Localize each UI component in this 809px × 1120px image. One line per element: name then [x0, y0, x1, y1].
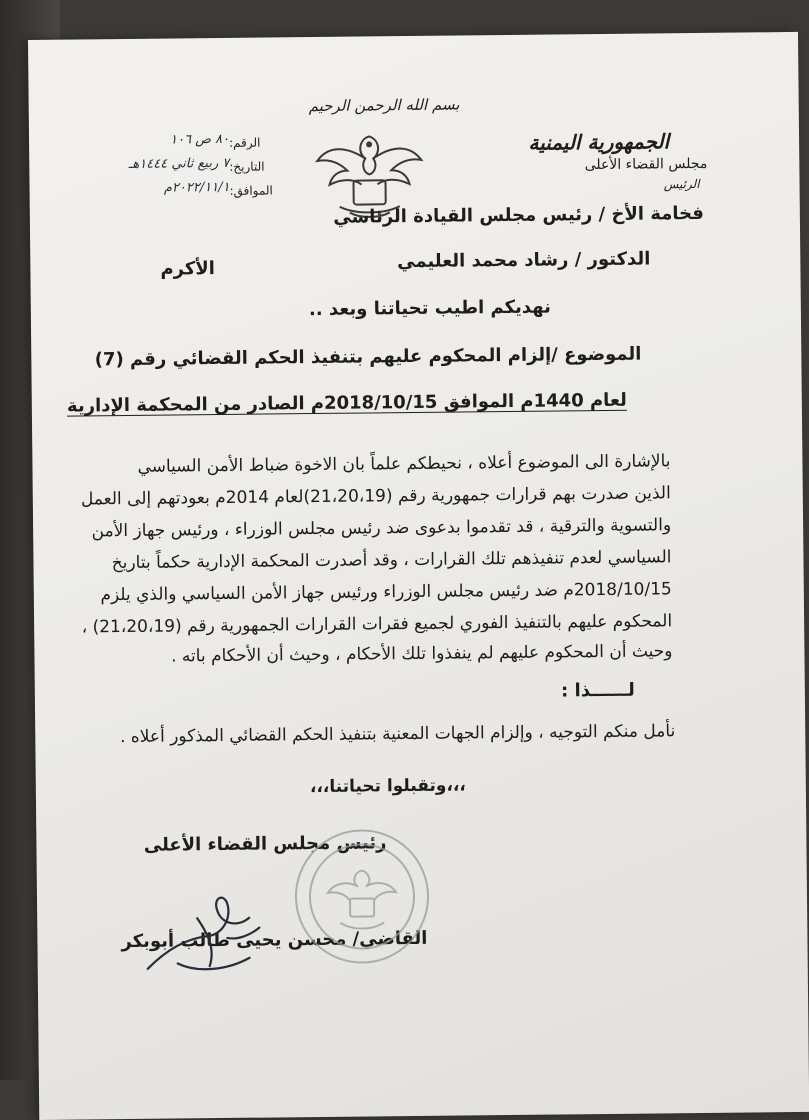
council-name: مجلس القضاء الأعلى [584, 155, 708, 174]
recipient-honorific: الأكرم [160, 258, 215, 280]
council-round-stamp-icon [291, 826, 432, 967]
body-line: وحيث أن المحكوم عليهم لم ينفذوا تلك الأحكام ، وحيث أن الأحكام باته . [170, 641, 673, 667]
date-value: ٧ ربيع ثاني ١٤٤٤هـ [128, 155, 230, 172]
greeting: نهديكم اطيب تحياتنا وبعد .. [308, 296, 551, 321]
request-text: نأمل منكم التوجيه ، وإلزام الجهات المعنية بتنفيذ الحكم القضائي المذكور أعلاه . [119, 721, 676, 748]
ref-value: ٨٠ ص ١٠٦ [170, 131, 230, 148]
ref-label: الرقم: [229, 135, 261, 150]
subject-line-2: لعام 1440م الموافق 2018/10/15م الصادر من المحكمة الإدارية [66, 389, 627, 417]
corr-date-label: الموافق: [229, 183, 273, 198]
subject-line-1: الموضوع /إلزام المحكوم عليهم بتنفيذ الحكم القضائي رقم (7) [94, 343, 642, 371]
body-line: الذين صدرت بهم قرارات جمهورية رقم (21،20،19)لعام 2014م بعودتهم إلى العمل [80, 483, 671, 510]
date-label: التاريخ: [229, 159, 265, 174]
recipient-name: الدكتور / رشاد محمد العليمي [397, 248, 651, 273]
therefore-label: لــــــذا : [561, 679, 635, 702]
body-line: 2018/10/15م ضد رئيس مجلس الوزراء ورئيس جهاز الأمن السياسي والذي يلزم [100, 579, 672, 606]
basmala: بسم الله الرحمن الرحيم [308, 95, 460, 116]
signatory-title: رئيس مجلس القضاء الأعلى [143, 832, 387, 856]
body-line: والتسوية والترقية ، قد تقدموا بدعوى ضد رئيس مجلس الوزراء ، ورئيس جهاز الأمن [91, 515, 672, 542]
letter-page [28, 32, 809, 1120]
republic-name: الجمهورية اليمنية [528, 129, 670, 155]
signatory-name: القاضي/ محسن يحيى طالب أبوبكر [121, 927, 428, 953]
president-office: الرئيس [663, 176, 700, 192]
handwritten-signature-icon [137, 877, 278, 988]
corr-date-value: ٢٠٢٢/١١/١م [163, 179, 230, 196]
body-line: بالإشارة الى الموضوع أعلاه ، نحيطكم علماً بان الاخوة ضباط الأمن السياسي [137, 451, 671, 477]
closing-text: ،،،وتقبلوا تحياتنا،،، [309, 775, 466, 798]
body-line: المحكوم عليهم بالتنفيذ الفوري لجميع فقرات القرارات الجمهورية رقم (21،20،19) ، [81, 611, 673, 638]
recipient-title: فخامة الأخ / رئيس مجلس القيادة الرئاسي [333, 202, 704, 228]
body-line: السياسي لعدم تنفيذهم تلك القرارات ، وقد أصدرت المحكمة الإدارية حكماً بتاريخ [111, 547, 672, 574]
